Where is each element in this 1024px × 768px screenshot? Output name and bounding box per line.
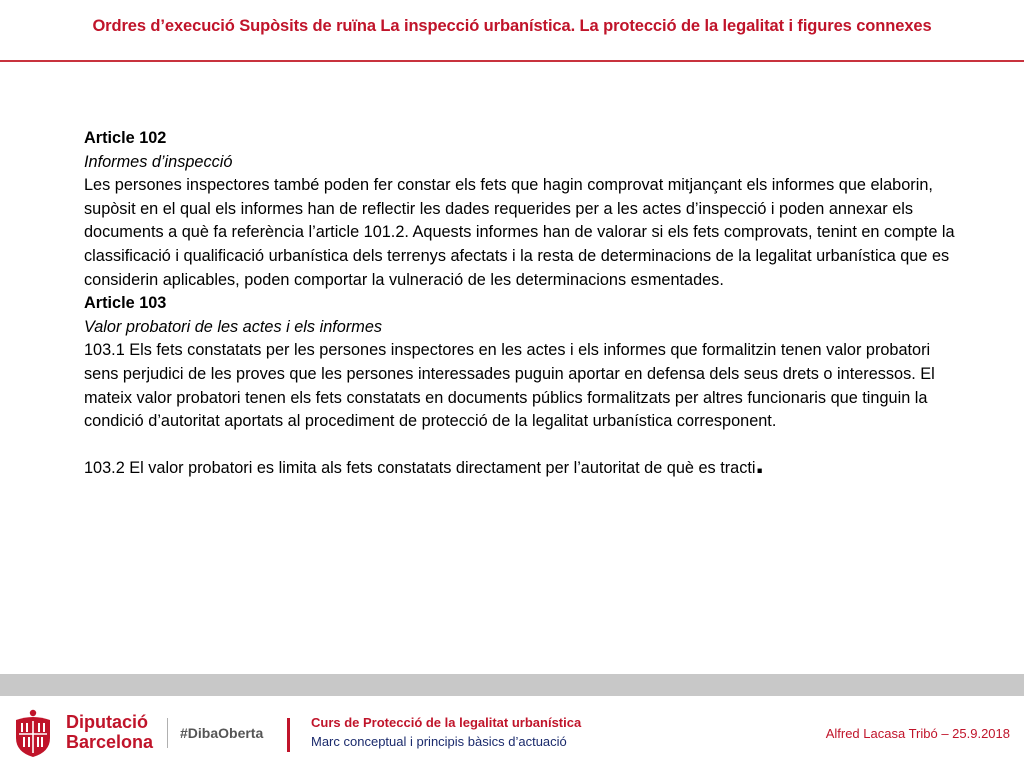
- article-103-heading: Article 103: [84, 294, 167, 313]
- diputacio-barcelona-logo: [66, 712, 153, 752]
- paragraph-2-end-mark: .: [755, 447, 764, 481]
- paragraph-spacer: [84, 434, 964, 458]
- diputacio-barcelona-emblem-icon: [10, 708, 56, 758]
- logo-line-1: Diputació: [66, 712, 149, 732]
- article-103-paragraph-2: [84, 447, 964, 481]
- article-103-paragraph-1: 103.1 Els fets constatats per les persones inspectores en les actes i els informes que formalitzin tenen valor probatori sens perjudici de les proves que les persones interessades puguin aportar en defensa dels seus drets o interessos. El mateix valor probatori tenen els fets constatats en documents públics formalitzats per altres funcionaris que tinguin la condició d’autoritat aportats al procediment de protecció de la legalitat urbanística corresponent.: [84, 341, 935, 431]
- article-102-subtitle: Informes d’inspecció: [84, 152, 233, 171]
- footer: [0, 696, 1024, 768]
- hashtag-label: #DibaOberta: [180, 725, 264, 741]
- author-date: Alfred Lacasa Tribó – 25.9.2018: [825, 726, 1010, 741]
- article-102-text: Les persones inspectores també poden fer constar els fets que hagin comprovat mitjançant els informes que elaborin, supòsit en el qual els informes han de reflectir les dades requerides per a les actes d’inspecció i poden annexar els documents a què fa referència l’article 101.2. Aquests informes han de valorar si els fets comprovats, tenint en compte la classificació i qualificació urbanística dels terrenys afectats i la resta de determinacions de la legalitat urbanística que es considerin aplicables, poden comportar la vulneració de les determinacions esmentades.: [84, 176, 955, 289]
- course-subtitle: Marc conceptual i principis bàsics d’actuació: [311, 734, 567, 749]
- course-info: [311, 713, 581, 751]
- article-103-paragraph-2-text: 103.2 El valor probatori es limita als fets constatats directament per l’autoritat de què es tracti: [84, 459, 756, 478]
- article-body: [84, 127, 964, 481]
- footer-accent-separator: [287, 718, 290, 752]
- header-divider: [0, 60, 1024, 62]
- article-103-subtitle: Valor probatori de les actes i els informes: [84, 317, 383, 336]
- logo-line-2: Barcelona: [66, 732, 154, 752]
- slide-title: Ordres d’execució Supòsits de ruïna La inspecció urbanística. La protecció de la legalitat i figures connexes: [92, 17, 932, 35]
- footer-band: [0, 674, 1024, 696]
- footer-separator: [167, 718, 168, 748]
- article-102-heading: Article 102: [84, 129, 167, 147]
- course-title: Curs de Protecció de la legalitat urbanística: [311, 715, 582, 730]
